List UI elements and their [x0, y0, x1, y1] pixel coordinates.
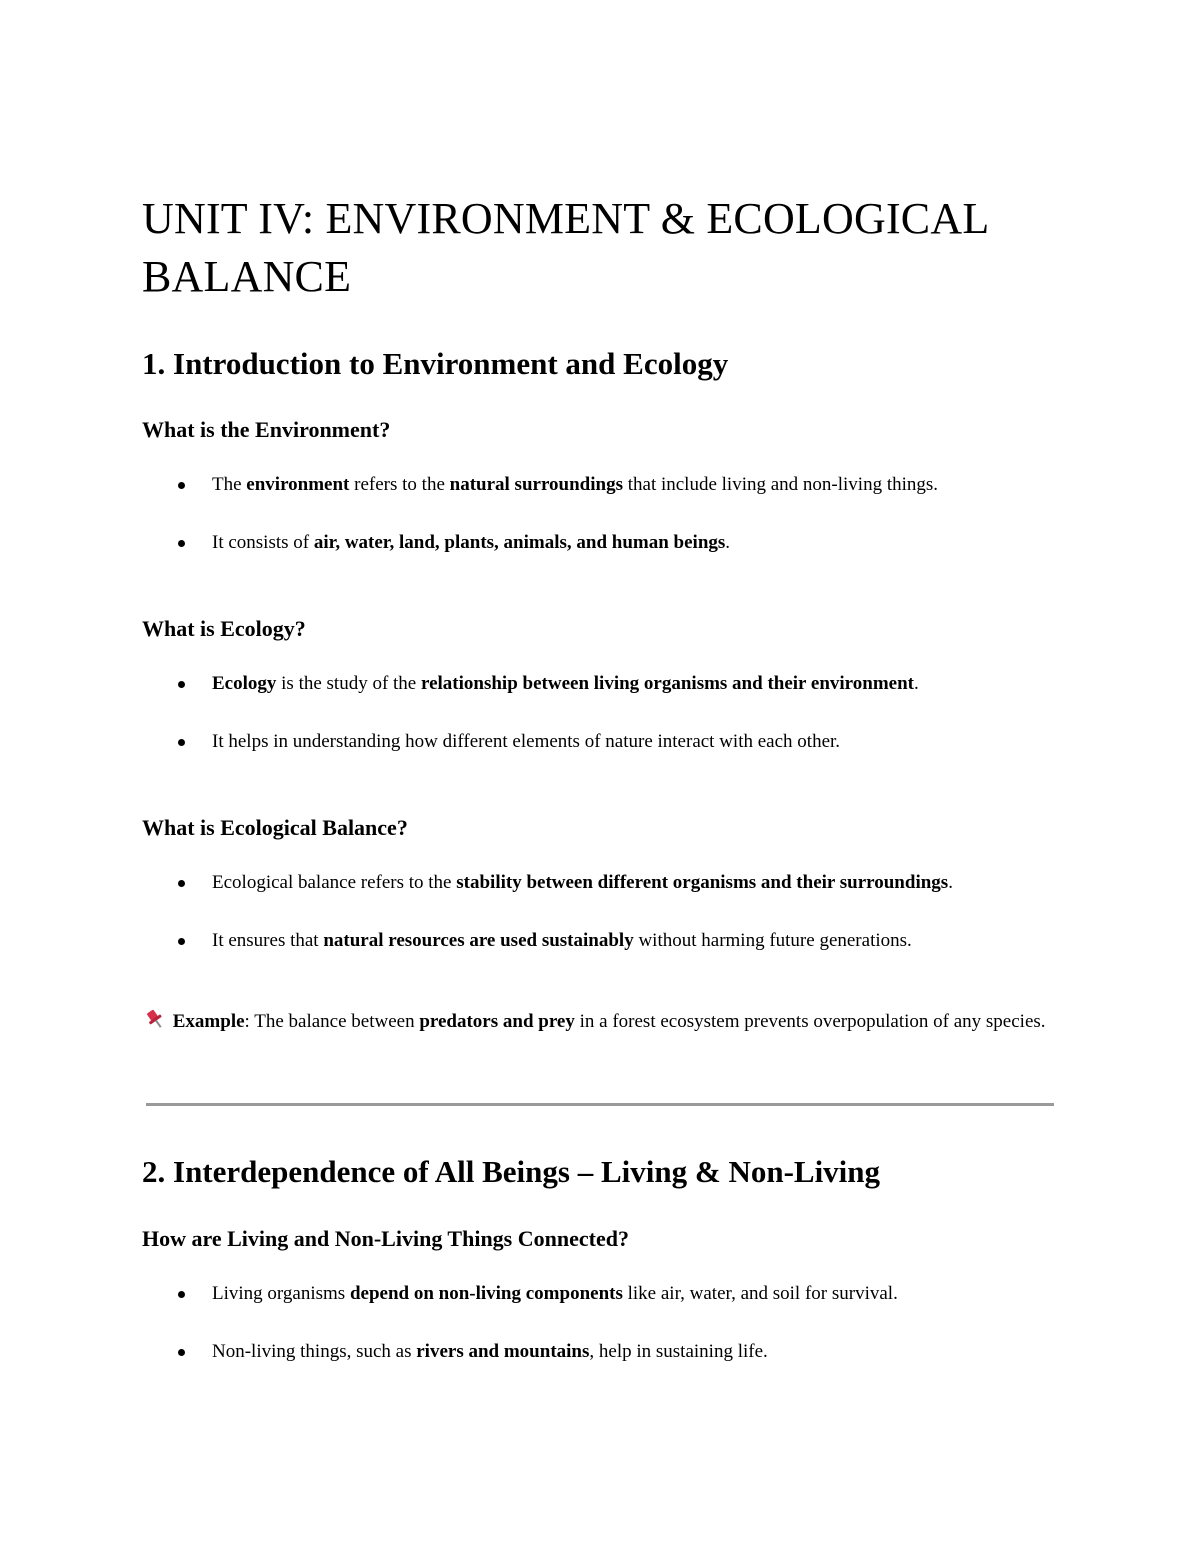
- ecology-question: What is Ecology?: [142, 616, 306, 641]
- list-item-text: Non-living things, such as rivers and mountains, help in sustaining life.: [212, 1341, 768, 1362]
- bullet-icon: [178, 1291, 185, 1298]
- example-paragraph: Example: The balance between predators and prey in a forest ecosystem prevents overpopulation of any species.: [142, 1007, 1058, 1036]
- list-item-text: The environment refers to the natural surroundings that include living and non-living things.: [212, 474, 939, 495]
- bullet-icon: [178, 880, 185, 887]
- bullet-icon: [178, 739, 185, 746]
- section-1-heading: 1. Introduction to Environment and Ecology: [142, 346, 729, 381]
- bullet-icon: [178, 938, 185, 945]
- bullet-icon: [178, 681, 185, 688]
- list-item-text: It ensures that natural resources are used sustainably without harming future generations.: [212, 930, 912, 951]
- section-2-heading: 2. Interdependence of All Beings – Living & Non-Living: [142, 1154, 881, 1189]
- list-item-text: It consists of air, water, land, plants, animals, and human beings.: [212, 532, 731, 553]
- list-item-text: Ecology is the study of the relationship between living organisms and their environment.: [212, 673, 919, 694]
- bullet-icon: [178, 540, 185, 547]
- list-item-text: Ecological balance refers to the stability between different organisms and their surroundings.: [212, 872, 953, 893]
- environment-question: What is the Environment?: [142, 417, 391, 442]
- section-divider: [146, 1103, 1054, 1106]
- bullet-icon: [178, 482, 185, 489]
- list-item-text: Living organisms depend on non-living components like air, water, and soil for survival.: [212, 1283, 898, 1304]
- bullet-icon: [178, 1349, 185, 1356]
- ecological-balance-question: What is Ecological Balance?: [142, 815, 408, 840]
- connected-question: How are Living and Non-Living Things Connected?: [142, 1226, 629, 1251]
- list-item-text: It helps in understanding how different elements of nature interact with each other.: [212, 731, 841, 752]
- page-title: UNIT IV: ENVIRONMENT & ECOLOGICAL BALANCE: [142, 194, 988, 301]
- pushpin-icon: [142, 1008, 168, 1030]
